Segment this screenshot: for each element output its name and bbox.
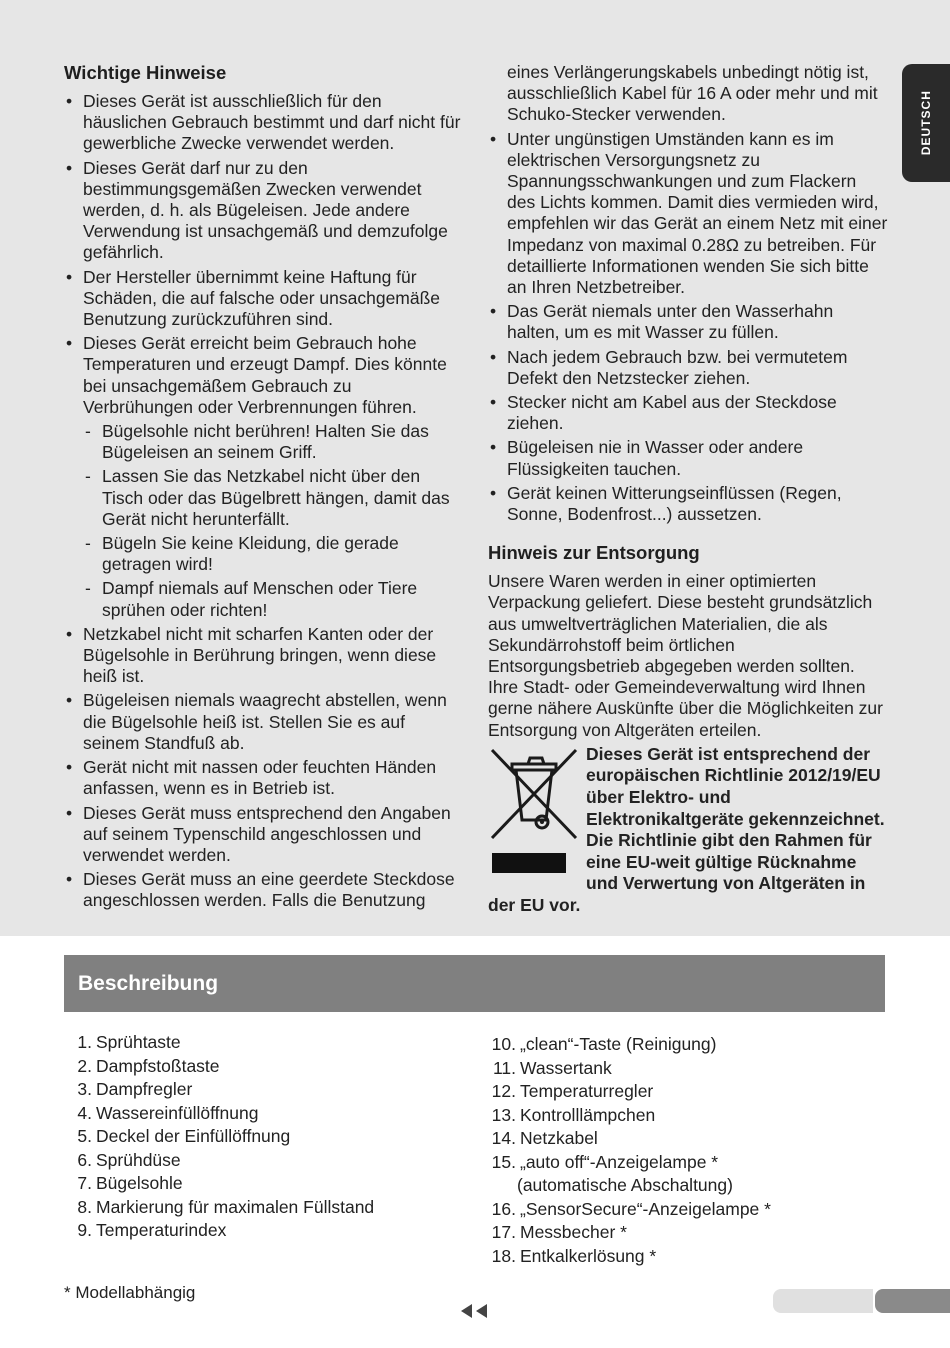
list-item: • Gerät keinen Witterungseinflüssen (Regen, Sonne, Bodenfrost...) aussetzen. [488,483,888,525]
footnote: * Modellabhängig [64,1283,196,1302]
part-label: „SensorSecure“-Anzeigelampe * [520,1198,771,1219]
part-label: Markierung für maximalen Füllstand [96,1196,375,1217]
part-label: Wassertank [520,1057,612,1078]
part-label: Messbecher * [520,1222,627,1242]
list-item: • Netzkabel nicht mit scharfen Kanten oder der Bügelsohle in Berührung bringen, wenn diese heiß ist. [64,624,464,688]
list-item: • Unter ungünstigen Umständen kann es im elektrischen Versorgungsnetz zu Spannungsschwankungen und zum Flackern des Lichts kommen. Damit dies vermieden wird, empfehlen wir das Gerät an einem Netz mit einer Impedanz von maximal 0.28Ω zu betreiben. Für detaillierte Informationen wenden Sie sich bitte an Ihren Netzbetreiber. [488,129,888,299]
part-label: Dampfstoßtaste [96,1055,220,1076]
part-label: Wassereinfüllöffnung [96,1102,259,1123]
list-item: • Dieses Gerät darf nur zu den bestimmungsgemäßen Zwecken verwendet werden, d. h. als Bügeleisen. Jede andere Verwendung ist unsachgemäß und demzufolge gefährlich. [64,158,464,264]
burn-warning-sublist [83,421,464,621]
parts-list-item [488,1221,771,1245]
parts-list-item [64,1031,374,1055]
disposal-text: Unsere Waren werden in einer optimierten Verpackung geliefert. Diese besteht grundsätzlich aus umweltverträglichen Materialien, die als Sekundärrohstoff beim örtlichen Entsorgungsbetrieb abgegeben werden sollten. Ihre Stadt- oder Gemeindeverwaltung wird Ihnen gerne nähere Auskünfte über die Möglichkeiten zur Entsorgung von Altgeräten erteilen. [488,571,883,740]
part-number: 7. [77,1173,92,1193]
parts-list-item [488,1033,771,1057]
page-bar-dark [875,1289,950,1313]
language-tab[interactable] [902,64,950,182]
list-item: • Nach jedem Gebrauch bzw. bei vermutetem Defekt den Netzstecker ziehen. [488,347,888,389]
part-number: 17. [491,1222,516,1242]
part-number: 13. [491,1104,516,1125]
list-item [64,333,464,621]
parts-list-right [488,1033,771,1268]
part-label: „clean“-Taste (Reinigung) [520,1034,717,1054]
crossed-out-bin-icon [488,746,584,876]
part-number: 14. [491,1128,516,1148]
language-tab-label: DEUTSCH [918,90,933,156]
parts-list-item [64,1102,374,1126]
part-label: Sprühtaste [96,1032,181,1052]
list-item: • Bügeleisen nie in Wasser oder andere Flüssigkeiten tauchen. [488,437,888,479]
important-notes-heading: Wichtige Hinweise [64,62,227,83]
sublist-item: - Bügeln Sie keine Kleidung, die gerade getragen wird! [83,533,464,575]
part-label: Netzkabel [520,1128,598,1148]
part-number: 5. [77,1126,92,1146]
part-label: Sprühdüse [96,1149,181,1170]
parts-list-item [64,1078,374,1102]
parts-list-item [488,1057,771,1081]
parts-list-item [64,1149,374,1173]
part-number: 9. [77,1220,92,1240]
part-number: 3. [77,1079,92,1099]
list-item: • Das Gerät niemals unter den Wasserhahn halten, um es mit Wasser zu füllen. [488,301,888,343]
list-item-text: Dieses Gerät erreicht beim Gebrauch hohe Temperaturen und erzeugt Dampf. Dies könnte bei unsachgemäßem Gebrauch zu Verbrühungen oder Verbrennungen führen. [83,333,447,417]
parts-list-left [64,1031,374,1243]
parts-list-item [488,1127,771,1151]
part-number: 15. [491,1151,516,1172]
sublist-item: - Lassen Sie das Netzkabel nicht über den Tisch oder das Bügelbrett hängen, damit das Gerät nicht herunterfällt. [83,466,464,530]
sublist-item: - Bügelsohle nicht berühren! Halten Sie das Bügeleisen an seinem Griff. [83,421,464,463]
disposal-heading: Hinweis zur Entsorgung [488,542,700,564]
part-number: 6. [77,1149,92,1170]
part-label: „auto off“-Anzeigelampe * [520,1151,719,1172]
parts-list-item [488,1104,771,1128]
part-number: 4. [77,1102,92,1123]
parts-list-item [64,1219,374,1243]
sublist-item: - Dampf niemals auf Menschen oder Tiere sprühen oder richten! [83,578,464,620]
description-title: Beschreibung [78,972,219,995]
part-number: 18. [491,1245,516,1266]
list-item: • Dieses Gerät muss entsprechend den Angaben auf seinem Typenschild angeschlossen und verwendet werden. [64,803,464,867]
part-number: 8. [77,1196,92,1217]
parts-list-item [64,1196,374,1220]
part-number: 10. [491,1034,516,1054]
list-item: • Der Hersteller übernimmt keine Haftung für Schäden, die auf falsche oder unsachgemäße Benutzung zurückzuführen sind. [64,267,464,331]
parts-list-item [64,1125,374,1149]
part-label: Temperaturindex [96,1220,227,1240]
part-number: 2. [77,1055,92,1076]
parts-list-item [64,1055,374,1079]
part-number: 12. [491,1081,516,1101]
part-number: 16. [491,1198,516,1219]
part-label: Entkalkerlösung * [520,1245,657,1266]
list-item: • Dieses Gerät muss an eine geerdete Steckdose angeschlossen werden. Falls die Benutzung [64,869,464,911]
important-notes-column [64,61,464,915]
weee-text: Dieses Gerät ist entsprechend der europäischen Richtlinie 2012/19/EU über Elektro- und Elektronikaltgeräte gekennzeichnet. Die Richtlinie gibt den Rahmen für eine EU-weit gültige Rücknahme und Verwertung von Altgeräten in der EU vor. [488,743,885,916]
parts-list-item [488,1198,771,1222]
part-number: 11. [492,1057,516,1078]
continued-text: eines Verlängerungskabels unbedingt nötig ist, ausschließlich Kabel für 16 A oder mehr und mit Schuko-Stecker verwenden. [507,62,878,125]
part-label: Deckel der Einfüllöffnung [96,1126,291,1146]
weee-notice [488,744,888,917]
list-item: • Dieses Gerät ist ausschließlich für den häuslichen Gebrauch bestimmt und darf nicht für gewerbliche Zwecke verwendet werden. [64,91,464,155]
description-header [64,955,885,1012]
part-label-continued: (automatische Abschaltung) [517,1175,733,1195]
continued-notes-column [488,62,888,917]
parts-list-item [488,1151,771,1175]
list-item: • Gerät nicht mit nassen oder feuchten Händen anfassen, wenn es in Betrieb ist. [64,757,464,799]
list-item: • Bügeleisen niemals waagrecht abstellen, wenn die Bügelsohle heiß ist. Stellen Sie es auf seinem Standfuß ab. [64,690,464,754]
part-label: Dampfregler [96,1079,193,1099]
continued-notes-list [488,129,888,526]
important-notes-list [64,91,464,912]
page-bar-light [773,1289,873,1313]
parts-list-item [488,1245,771,1269]
part-label: Bügelsohle [96,1173,183,1193]
part-label: Kontrolllämpchen [520,1104,656,1125]
part-number: 1. [77,1032,92,1052]
previous-page-icon[interactable] [461,1304,491,1318]
parts-list-item [488,1080,771,1104]
parts-list-item [64,1172,374,1196]
list-item: • Stecker nicht am Kabel aus der Steckdose ziehen. [488,392,888,434]
part-label: Temperaturregler [520,1081,654,1101]
